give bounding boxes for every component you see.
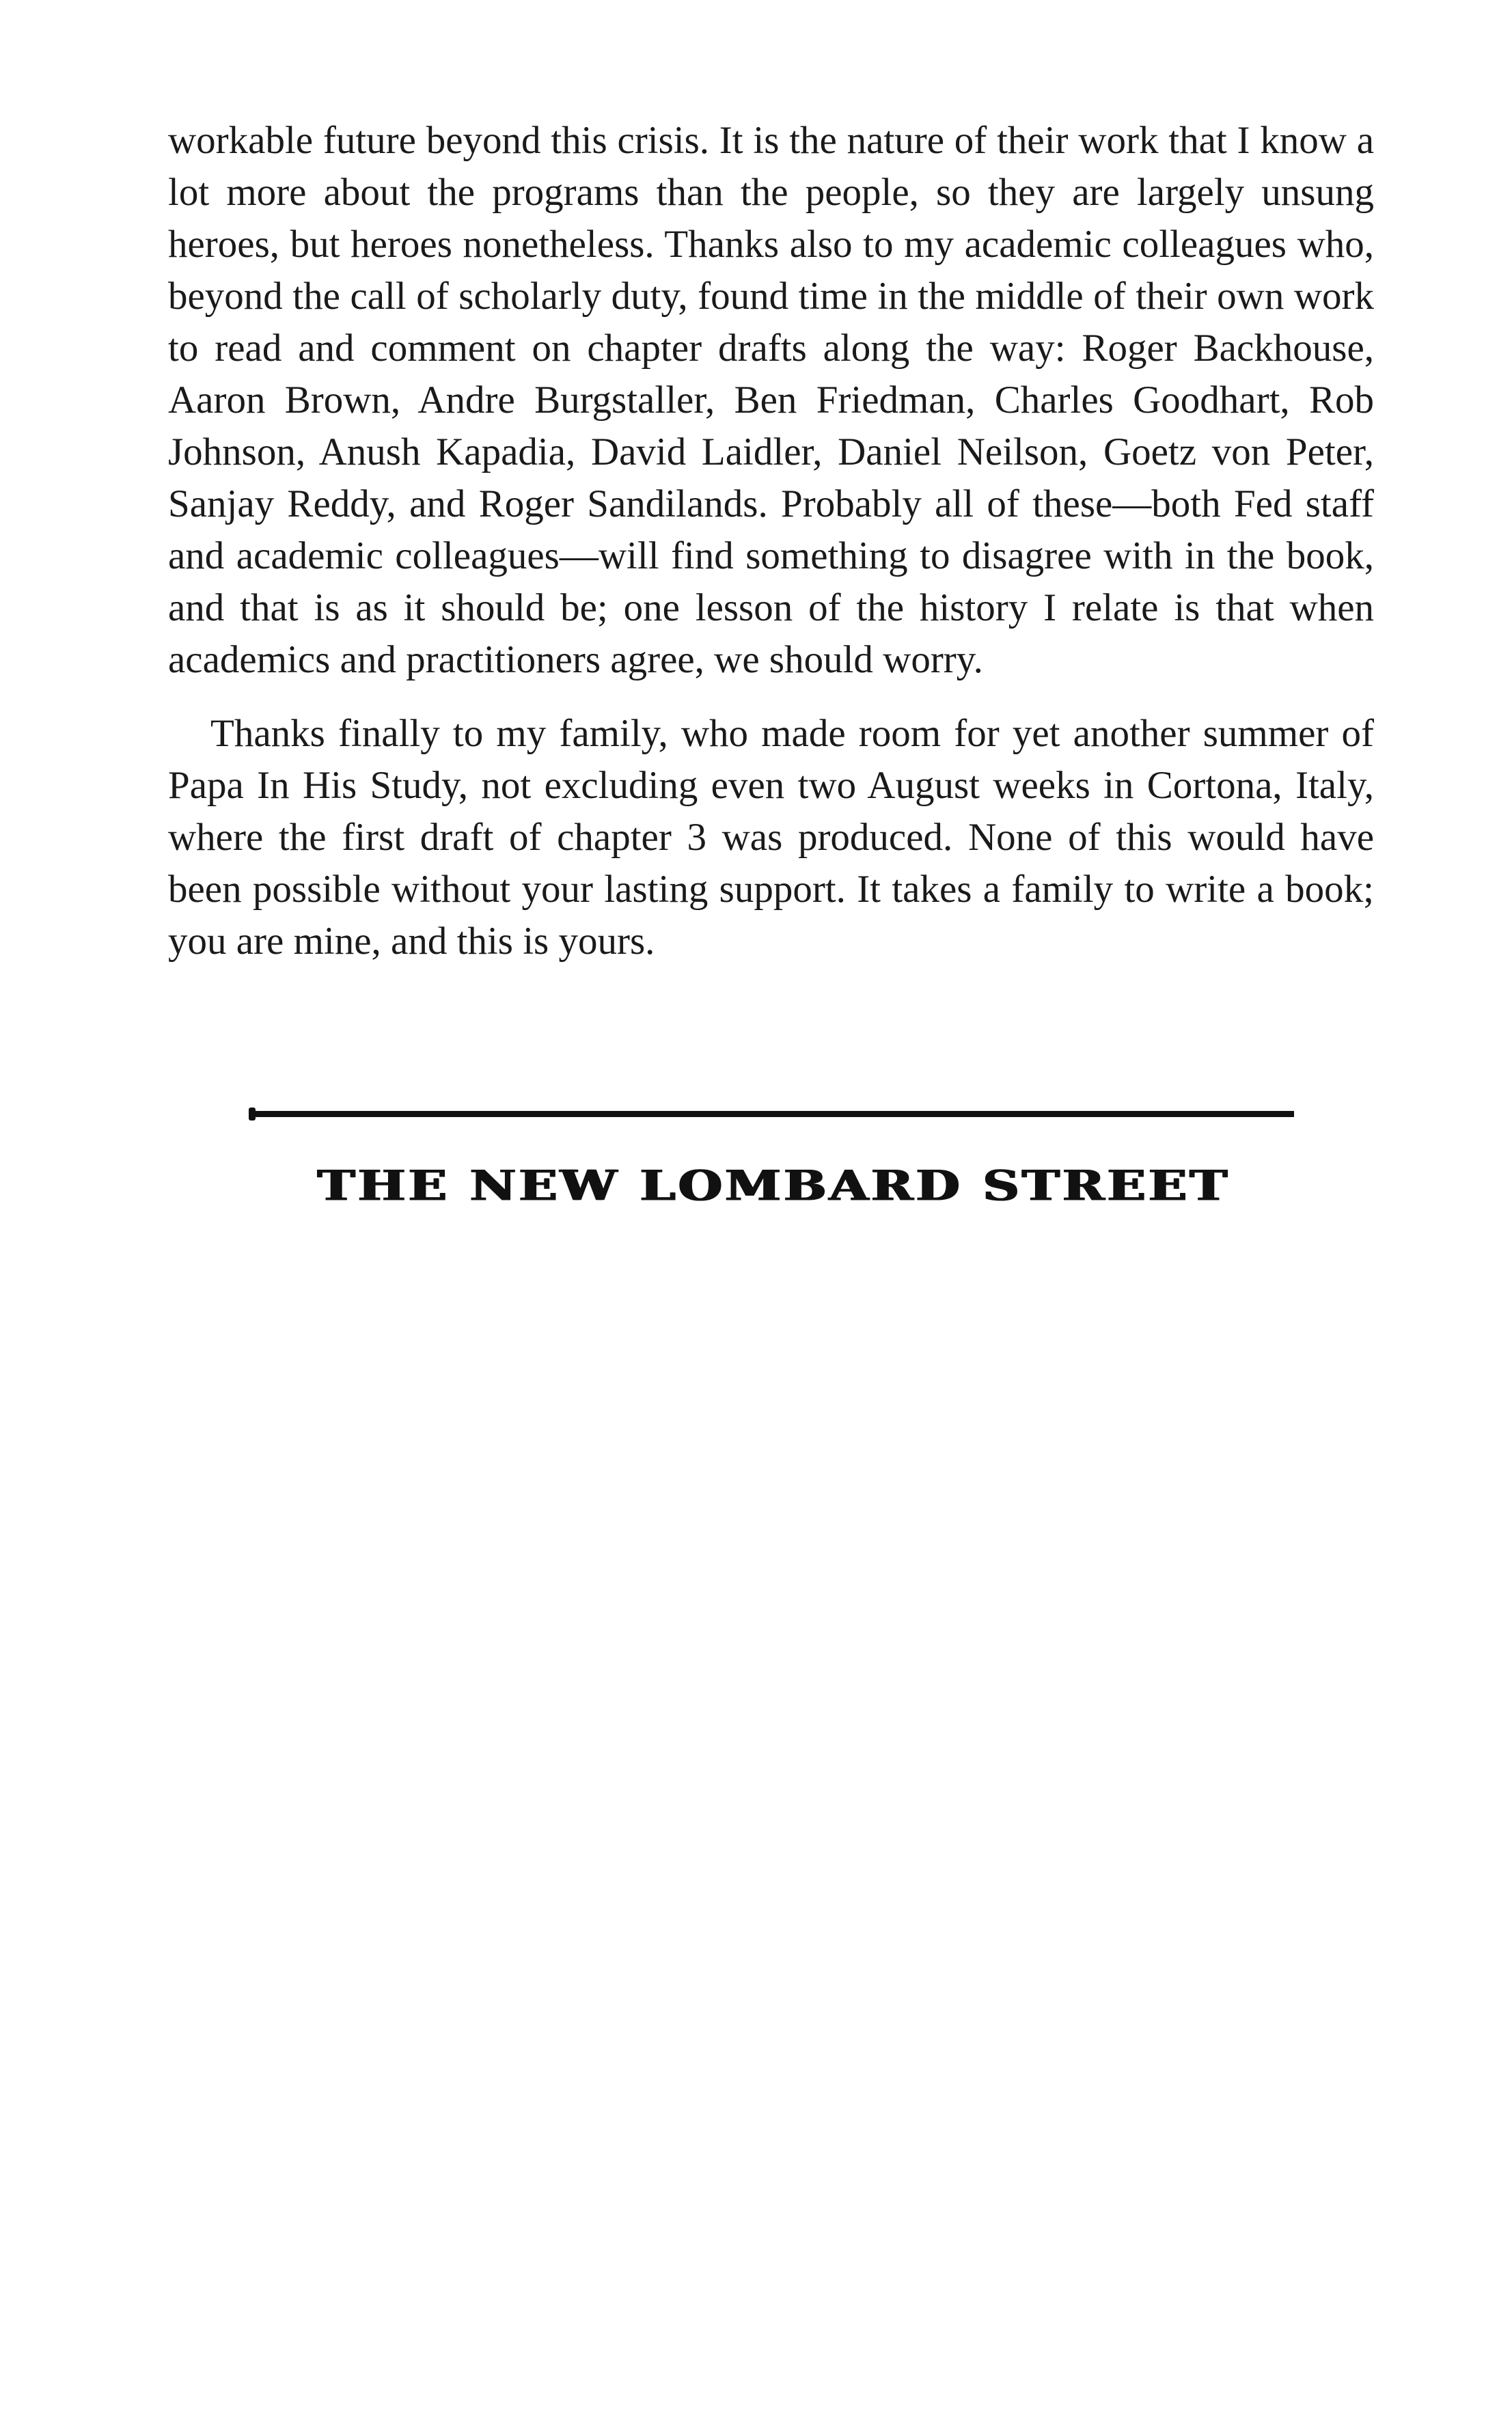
body-text bbox=[168, 115, 1374, 967]
divider-rule bbox=[253, 1111, 1294, 1117]
running-title: THE NEW LOMBARD STREET bbox=[317, 1161, 1230, 1211]
paragraph-acknowledgments-family: Thanks finally to my family, who made room for yet another summer of Papa In His Study, not excluding even two August weeks in Cortona, Italy, where the first draft of chapter 3 was produced. None of this would have been possible without your lasting support. It takes a family to write a book; you are mine, and this is yours. bbox=[168, 712, 1374, 963]
paragraph-acknowledgments-colleagues: workable future beyond this crisis. It is the nature of their work that I know a lot more about the programs than the people, so they are largely unsung heroes, but heroes nonetheless. Thanks also to my academic colleagues who, beyond the call of scholarly duty, found time in the middle of their own work to read and comment on chapter drafts along the way: Roger Backhouse, Aaron Brown, Andre Burgstaller, Ben Friedman, Charles Goodhart, Rob Johnson, Anush Kapadia, David Laidler, Daniel Neilson, Goetz von Peter, Sanjay Reddy, and Roger Sandilands. Probably all of these—both Fed staff and academic colleagues—will find something to disagree with in the book, and that is as it should be; one lesson of the history I relate is that when academics and practitioners agree, we should worry. bbox=[168, 119, 1374, 681]
